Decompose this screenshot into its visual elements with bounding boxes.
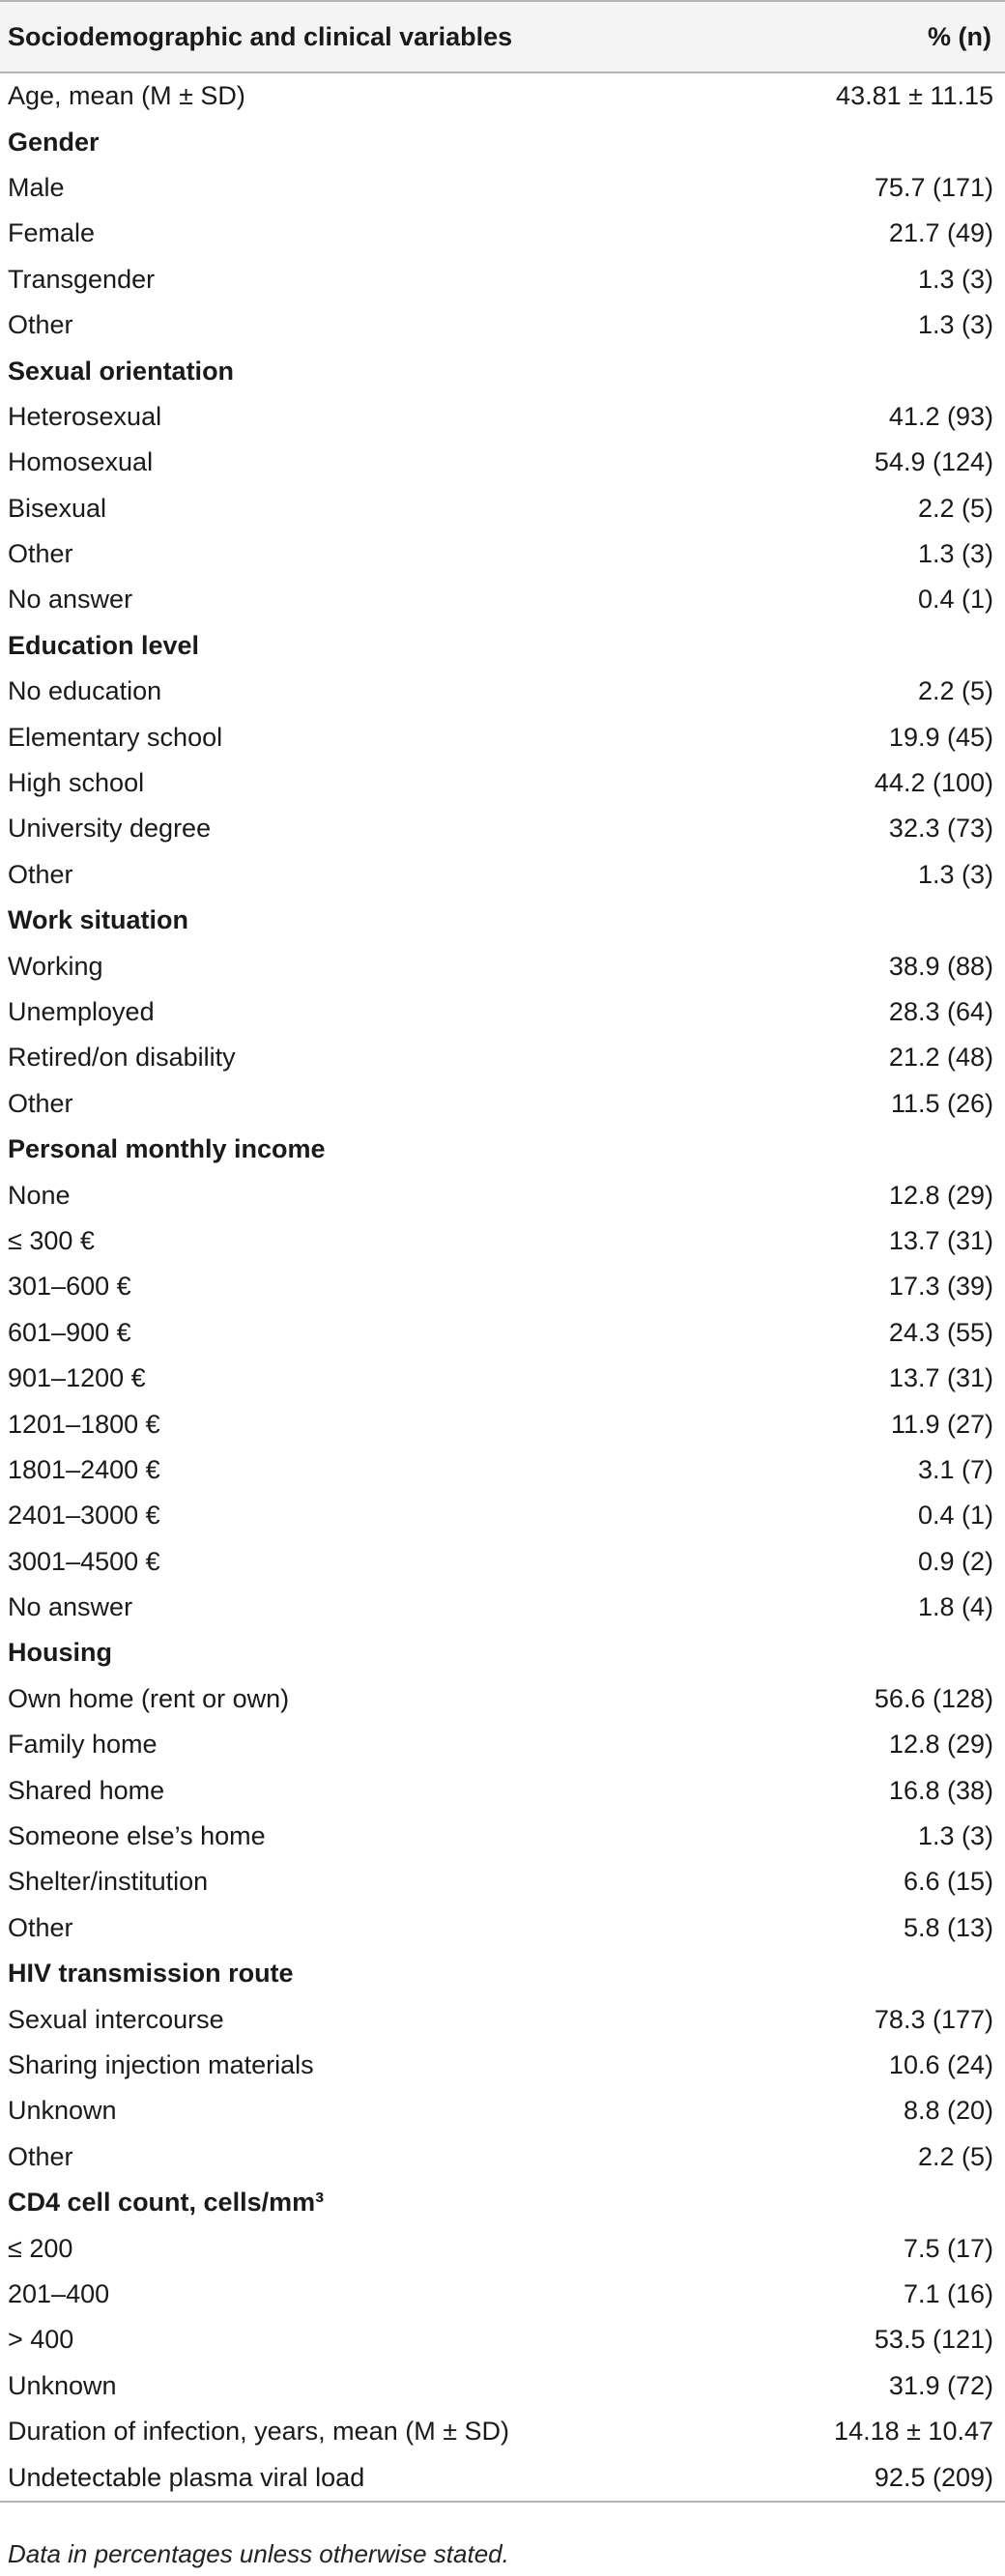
row-value: 1.8 (4) <box>917 1592 993 1622</box>
row-label: Other <box>8 539 73 569</box>
row-value: 10.6 (24) <box>888 2049 993 2079</box>
row-value: 13.7 (31) <box>888 1225 993 1255</box>
row-label: Elementary school <box>8 722 223 752</box>
row-value: 54.9 (124) <box>874 447 993 477</box>
row-label: No education <box>8 676 162 706</box>
row-label: University degree <box>8 814 212 844</box>
row-label: Undetectable plasma viral load <box>8 2462 365 2492</box>
row-value: 12.8 (29) <box>888 1730 993 1760</box>
row-label: ≤ 300 € <box>8 1225 95 1255</box>
table-row <box>0 394 1005 440</box>
row-label: Family home <box>8 1730 158 1760</box>
row-label: 1801–2400 € <box>8 1454 160 1484</box>
row-value: 1.3 (3) <box>917 264 993 294</box>
row-value: 8.8 (20) <box>903 2096 993 2126</box>
row-value: 3.1 (7) <box>917 1454 993 1484</box>
table-row <box>0 1676 1005 1722</box>
row-value: 43.81 ± 11.15 <box>836 81 993 111</box>
table-row <box>0 1035 1005 1080</box>
row-label: Unknown <box>8 2370 117 2400</box>
table-row <box>0 1264 1005 1309</box>
row-label: Heterosexual <box>8 401 162 431</box>
row-label: Sharing injection materials <box>8 2049 314 2079</box>
section-header-row <box>0 348 1005 393</box>
table-row <box>0 2454 1005 2500</box>
row-label: Bisexual <box>8 493 107 523</box>
table-row <box>0 2043 1005 2088</box>
section-label: CD4 cell count, cells/mm³ <box>8 2188 325 2218</box>
table-row <box>0 1081 1005 1127</box>
row-label: Age, mean (M ± SD) <box>8 81 245 111</box>
row-label: ≤ 200 <box>8 2233 73 2263</box>
row-value: 28.3 (64) <box>888 997 993 1026</box>
table-row <box>0 2363 1005 2409</box>
row-label: Other <box>8 859 73 889</box>
row-label: No answer <box>8 585 133 615</box>
row-label: Transgender <box>8 264 156 294</box>
row-value: 2.2 (5) <box>917 676 993 706</box>
row-value: 11.5 (26) <box>890 1088 993 1118</box>
row-label: Other <box>8 1088 73 1118</box>
section-header-row <box>0 1630 1005 1675</box>
table-row <box>0 1401 1005 1446</box>
row-value: 2.2 (5) <box>917 2141 993 2171</box>
row-value: 38.9 (88) <box>888 951 993 981</box>
table-row <box>0 2409 1005 2454</box>
table-row <box>0 73 1005 119</box>
row-value: 0.4 (1) <box>917 585 993 615</box>
table-row <box>0 1218 1005 1264</box>
row-label: Shelter/institution <box>8 1867 209 1897</box>
table-row <box>0 1310 1005 1356</box>
row-value: 13.7 (31) <box>888 1363 993 1393</box>
row-label: 3001–4500 € <box>8 1546 160 1576</box>
column-header-percent: % (n) <box>928 21 991 51</box>
table-row <box>0 1356 1005 1401</box>
table-row <box>0 257 1005 302</box>
row-label: Shared home <box>8 1775 165 1805</box>
table-row <box>0 943 1005 988</box>
table-row <box>0 1996 1005 2042</box>
row-value: 5.8 (13) <box>903 1912 993 1942</box>
row-label: > 400 <box>8 2325 74 2355</box>
row-value: 56.6 (128) <box>874 1683 993 1713</box>
row-value: 19.9 (45) <box>888 722 993 752</box>
table-row <box>0 440 1005 485</box>
row-value: 21.7 (49) <box>888 218 993 248</box>
section-header-row <box>0 623 1005 669</box>
row-value: 6.6 (15) <box>903 1867 993 1897</box>
row-label: Someone else’s home <box>8 1821 266 1851</box>
row-label: Unknown <box>8 2096 117 2126</box>
row-value: 12.8 (29) <box>888 1180 993 1210</box>
table-row <box>0 531 1005 577</box>
row-value: 21.2 (48) <box>888 1043 993 1073</box>
row-value: 1.3 (3) <box>917 310 993 340</box>
section-label: Education level <box>8 630 200 660</box>
table-row <box>0 2317 1005 2362</box>
table-body <box>0 73 1005 2503</box>
section-header-row <box>0 1951 1005 1996</box>
row-label: Other <box>8 310 73 340</box>
row-label: No answer <box>8 1592 133 1622</box>
row-value: 44.2 (100) <box>874 768 993 798</box>
row-value: 92.5 (209) <box>874 2462 993 2492</box>
row-value: 7.1 (16) <box>903 2278 993 2308</box>
table-row <box>0 2088 1005 2133</box>
row-value: 75.7 (171) <box>874 172 993 202</box>
table-row <box>0 1585 1005 1630</box>
row-value: 14.18 ± 10.47 <box>834 2417 993 2447</box>
row-value: 16.8 (38) <box>888 1775 993 1805</box>
section-header-row <box>0 2180 1005 2225</box>
row-label: Homosexual <box>8 447 154 477</box>
table-footnote: Data in percentages unless otherwise stated. <box>8 2539 509 2568</box>
row-value: 7.5 (17) <box>903 2233 993 2263</box>
row-value: 41.2 (93) <box>888 401 993 431</box>
section-label: Work situation <box>8 905 189 935</box>
table-row <box>0 1493 1005 1538</box>
row-value: 32.3 (73) <box>888 814 993 844</box>
table-row <box>0 577 1005 622</box>
table-header <box>0 0 1005 73</box>
row-value: 2.2 (5) <box>917 493 993 523</box>
section-label: Gender <box>8 127 100 157</box>
table-row <box>0 211 1005 256</box>
row-value: 1.3 (3) <box>917 859 993 889</box>
row-label: Duration of infection, years, mean (M ± SD) <box>8 2417 510 2447</box>
section-header-row <box>0 119 1005 164</box>
row-label: 201–400 <box>8 2278 110 2308</box>
row-value: 17.3 (39) <box>888 1272 993 1302</box>
table-row <box>0 852 1005 898</box>
table-row <box>0 1814 1005 1859</box>
row-label: Sexual intercourse <box>8 2004 224 2034</box>
table-row <box>0 669 1005 714</box>
table-row <box>0 2134 1005 2180</box>
section-label: HIV transmission route <box>8 1959 294 1989</box>
table-row <box>0 1447 1005 1493</box>
table-row <box>0 165 1005 211</box>
row-label: None <box>8 1180 71 1210</box>
section-label: Sexual orientation <box>8 356 235 386</box>
section-label: Housing <box>8 1638 112 1668</box>
row-label: Retired/on disability <box>8 1043 236 1073</box>
table-row <box>0 714 1005 759</box>
row-value: 1.3 (3) <box>917 1821 993 1851</box>
table-row <box>0 806 1005 851</box>
row-label: 601–900 € <box>8 1317 131 1347</box>
table-row <box>0 989 1005 1035</box>
row-label: 901–1200 € <box>8 1363 146 1393</box>
section-header-row <box>0 898 1005 943</box>
table-row <box>0 2225 1005 2271</box>
row-label: Female <box>8 218 96 248</box>
section-label: Personal monthly income <box>8 1134 326 1164</box>
table-row <box>0 1859 1005 1904</box>
row-label: Other <box>8 2141 73 2171</box>
row-value: 1.3 (3) <box>917 539 993 569</box>
row-label: Male <box>8 172 65 202</box>
row-value: 53.5 (121) <box>874 2325 993 2355</box>
table-row <box>0 1172 1005 1217</box>
column-header-variables: Sociodemographic and clinical variables <box>8 21 513 51</box>
row-label: 2401–3000 € <box>8 1501 160 1531</box>
table-row <box>0 1767 1005 1813</box>
row-value: 24.3 (55) <box>888 1317 993 1347</box>
table-row <box>0 302 1005 348</box>
row-label: Other <box>8 1912 73 1942</box>
section-header-row <box>0 1127 1005 1172</box>
table-row <box>0 760 1005 806</box>
table-row <box>0 2272 1005 2317</box>
row-label: High school <box>8 768 145 798</box>
row-label: Own home (rent or own) <box>8 1683 290 1713</box>
row-value: 0.4 (1) <box>917 1501 993 1531</box>
row-value: 78.3 (177) <box>874 2004 993 2034</box>
table-row <box>0 1539 1005 1585</box>
table-row <box>0 486 1005 531</box>
row-label: 1201–1800 € <box>8 1409 160 1439</box>
row-value: 11.9 (27) <box>890 1409 993 1439</box>
table-row <box>0 1722 1005 1767</box>
row-value: 0.9 (2) <box>917 1546 993 1576</box>
row-label: Working <box>8 951 103 981</box>
table-row <box>0 1905 1005 1951</box>
row-label: 301–600 € <box>8 1272 131 1302</box>
row-label: Unemployed <box>8 997 155 1026</box>
row-value: 31.9 (72) <box>888 2370 993 2400</box>
